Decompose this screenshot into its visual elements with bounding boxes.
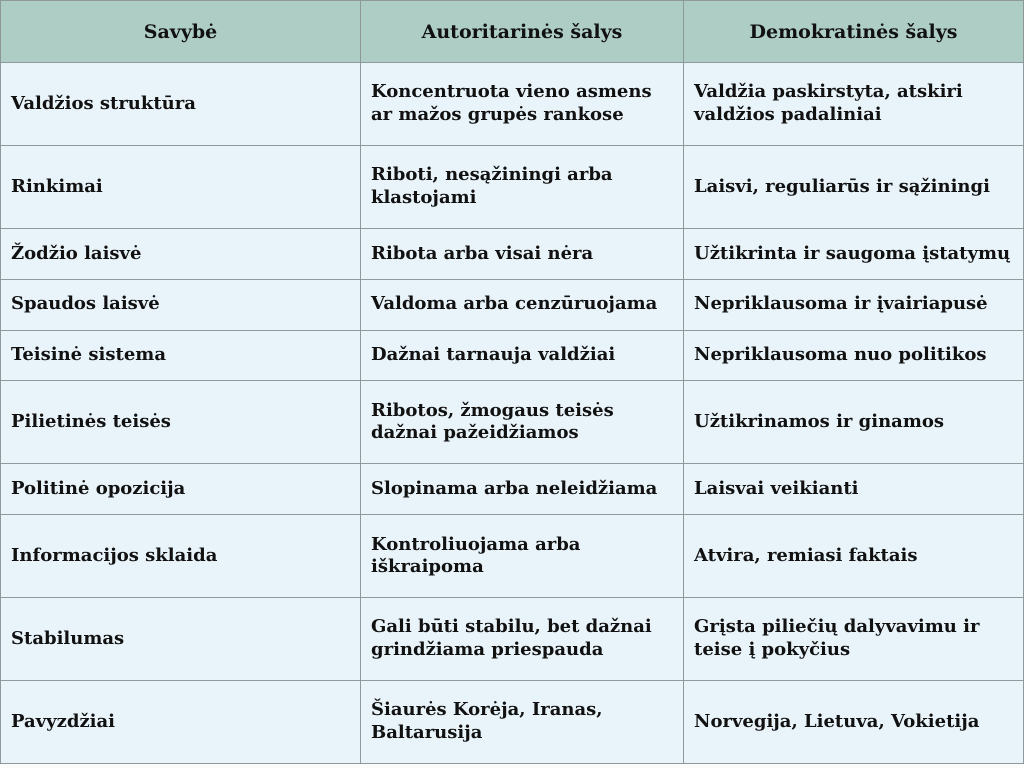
header-authoritarian: Autoritarinės šalys [361,1,684,63]
table-header-row [1,1,1024,63]
democratic-cell: Nepriklausoma nuo politikos [684,330,1024,381]
authoritarian-cell: Gali būti stabilu, bet dažnai grindžiama priespauda [361,598,684,681]
authoritarian-cell: Koncentruota vieno asmens ar mažos grupės rankose [361,63,684,146]
authoritarian-cell: Dažnai tarnauja valdžiai [361,330,684,381]
authoritarian-cell: Valdoma arba cenzūruojama [361,279,684,330]
authoritarian-cell: Šiaurės Korėja, Iranas, Baltarusija [361,680,684,763]
table-row [1,381,1024,464]
feature-cell: Teisinė sistema [1,330,361,381]
democratic-cell: Grįsta piliečių dalyvavimu ir teise į pokyčius [684,598,1024,681]
header-feature: Savybė [1,1,361,63]
feature-cell: Politinė opozicija [1,464,361,515]
democratic-cell: Užtikrinta ir saugoma įstatymų [684,228,1024,279]
feature-cell: Rinkimai [1,145,361,228]
authoritarian-cell: Ribotos, žmogaus teisės dažnai pažeidžiamos [361,381,684,464]
feature-cell: Informacijos sklaida [1,515,361,598]
feature-cell: Spaudos laisvė [1,279,361,330]
table-row [1,515,1024,598]
feature-cell: Stabilumas [1,598,361,681]
authoritarian-cell: Kontroliuojama arba iškraipoma [361,515,684,598]
democratic-cell: Norvegija, Lietuva, Vokietija [684,680,1024,763]
authoritarian-cell: Ribota arba visai nėra [361,228,684,279]
table-row [1,330,1024,381]
table-row [1,279,1024,330]
feature-cell: Žodžio laisvė [1,228,361,279]
table-row [1,598,1024,681]
table-row [1,145,1024,228]
feature-cell: Valdžios struktūra [1,63,361,146]
democratic-cell: Užtikrinamos ir ginamos [684,381,1024,464]
table-row [1,228,1024,279]
table-row [1,63,1024,146]
feature-cell: Pilietinės teisės [1,381,361,464]
authoritarian-cell: Slopinama arba neleidžiama [361,464,684,515]
democratic-cell: Nepriklausoma ir įvairiapusė [684,279,1024,330]
table-row [1,680,1024,763]
democratic-cell: Atvira, remiasi faktais [684,515,1024,598]
democratic-cell: Laisvi, reguliarūs ir sąžiningi [684,145,1024,228]
authoritarian-cell: Riboti, nesąžiningi arba klastojami [361,145,684,228]
feature-cell: Pavyzdžiai [1,680,361,763]
democratic-cell: Laisvai veikianti [684,464,1024,515]
table-row [1,464,1024,515]
democratic-cell: Valdžia paskirstyta, atskiri valdžios padaliniai [684,63,1024,146]
header-democratic: Demokratinės šalys [684,1,1024,63]
